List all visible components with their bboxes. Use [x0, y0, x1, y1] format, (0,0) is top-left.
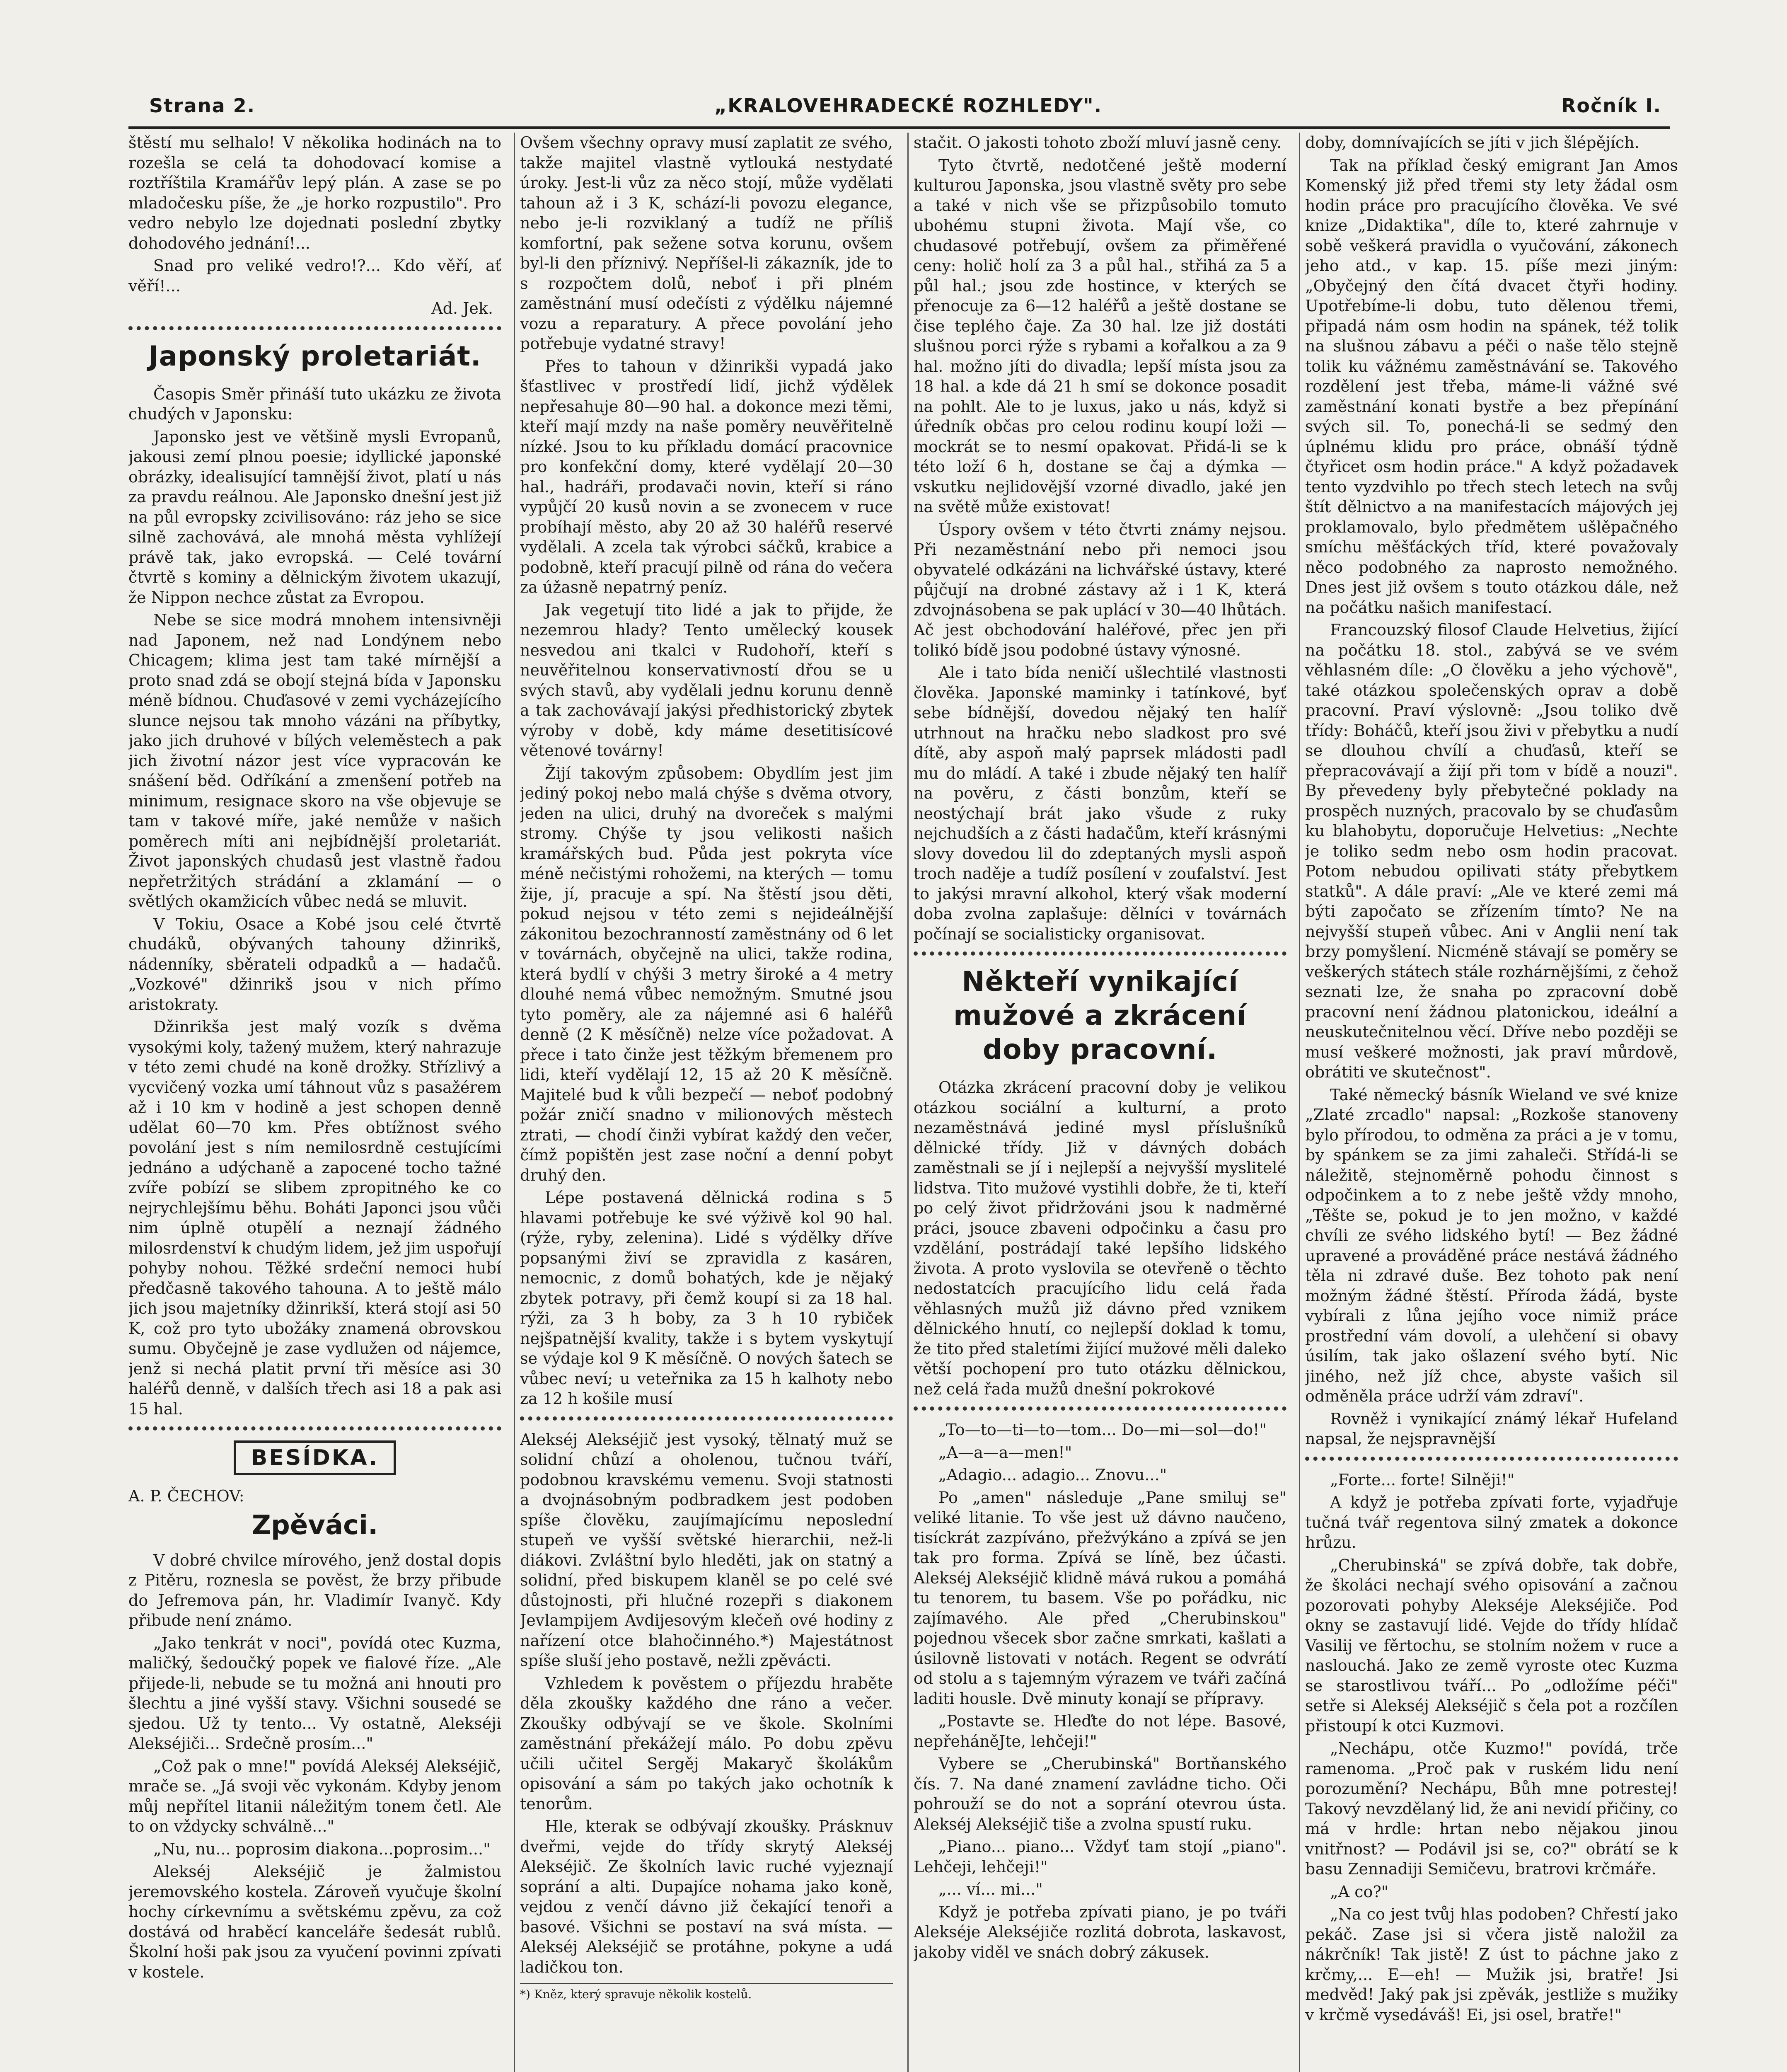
separator	[520, 1416, 893, 1421]
article-title-japan: Japonský proletariát.	[148, 340, 481, 372]
story-paragraph: „Adagio... adagio... Znovu..."	[938, 1466, 1167, 1484]
paragraph: Přes to tahoun v džinrikši vypadá jako šťastlivec v prostředí lidí, jichž výdělek nepřesahuje 80—90 hal. a dokonce mezi těmi, kteří mají mzdy na naše poměry neuvěřitelně nízké. Jsou to ku příkladu domácí pracovnice pro konfekční domy, které vydělají 20—30 hal., hadráři, prodavači novin, kteří si ráno vypůjčí 20 kusů novin a se zvonecem v ruce probíhají město, aby 20 až 30 haléřů reservé vydělali. A zcela tak výrobci sáčků, krabice a podobně, kteří pracují pilně od rána do večera za úžasně nepatrný peníz.	[520, 357, 893, 596]
story-author: A. P. ČECHOV:	[128, 1487, 244, 1505]
story-paragraph: Když je potřeba zpívati piano, je po tváři Alekséje Alekséjiče rozlitá dobrota, laskavost, jakoby viděl ve snách dobrý zákusek.	[914, 1903, 1286, 1961]
volume-number: Ročník I.	[1561, 94, 1661, 117]
column-rule	[514, 133, 515, 2072]
section-besidka: BESÍDKA.	[234, 1440, 396, 1475]
story-paragraph: V dobré chvilce mírového, jenž dostal dopis z Pitěru, roznesla se pověst, že brzy přibude do Jefremova pán, hr. Vladimír Ivanyč. Kdy přibude není známo.	[128, 1551, 501, 1629]
story-paragraph: „Cherubinská" se zpívá dobře, tak dobře, že školáci nechají svého opisování a začnou pozorovati pohyby Alekséje Alekséjiče. Pod okny se zastavují lidé. Vejde do třídy hlídač Vasilij ve fěrtochu, se stolním nožem v ruce a naslouchá. Jako ze země vyroste otec Kuzma se starostlivou tváří... Po „odložíme péči" setře si Alekséj Alekséjič s čela pot a rozčílen přistoupí k otci Kuzmovi.	[1305, 1556, 1678, 1735]
paragraph: Nebe se sice modrá mnohem intensivněji nad Japonem, než nad Londýnem nebo Chicagem; klima jest tam také mírnější a proto snad zdá se obojí stejná bída v Japonsku méně bídnou. Chuďasové v zemi vycházejícího slunce nejsou tak mnoho vázáni na příbytky, jako jich druhové v bílých veleměstech a pak jich životní názor jest více vypracován ke snášení běd. Odříkání a zmenšení potřeb na minimum, resignace skoro na vše objevuje se tam v takové míře, jaké nemůže v našich poměrech míti ani nejbídnější proletariát. Život japonských chudasů jest vlastně řadou nepřetržitých strádání a zklamání — o světlých okamžicích vůbec nedá se mluvit.	[128, 611, 501, 910]
story-paragraph: „Nechápu, otče Kuzmo!" povídá, trče ramenoma. „Proč pak v ruském lidu není porozumění? Nechápu, Bůh mne potrestej! Takový nevzdělaný lid, že ani nevidí přičiny, co má v hrdle: hrtan nebo nějakou jinou vnitřnost? — Podávil jsi se, co?" obrátí se k basu Zennadiji Semičevu, bratrovi krčmáře.	[1305, 1739, 1678, 1878]
column-rule	[1299, 133, 1300, 2072]
paragraph: Tyto čtvrtě, nedotčené ještě moderní kulturou Japonska, jsou vlastně světy pro sebe a také v nich vše se přizpůsobilo tomuto ubohému stupni života. Mají vše, co chudasové potřebují, ovšem za přiměřené ceny: holič holí za 3 a půl hal., střihá za 5 a půl hal.; jsou zde hostince, v kterých se přenocuje za 6—12 haléřů a ještě dostane se čise teplého čaje. Za 30 hal. lze již dostáti slušnou porci rýže s rybami a kořalkou a za 9 hal. možno jíti do divadla; lepší místa jsou za 18 hal. a kde dá 21 h smí se dokonce posadit na pohlt. Ale to je luxus, jako u nás, když si úředník občas pro celou rodinu koupí loži — mockrát se to nesmí opakovat. Přidá-li se k této loží 6 h, dostane se čaj a dýmka — vskutku nejlidovější vzorné divadlo, jaké jen na světě může existovat!	[914, 156, 1286, 516]
paragraph: Džinrikša jest malý vozík s dvěma vysokými koly, tažený mužem, který nahrazuje v této zemi chudé na koně drožky. Střízlivý a vycvičený vozka umí táhnout vůz s pasažérem až i 10 km v hodině a jest schopen denně udělat 60—70 km. Přes obtížnost svého povolání jest s ním nemilosrdně cestujícími jednáno a udýchaně a zapocené tocho tažné zvíře pobízí se slibem zpropitného ke co nejrychlejšímu běhu. Boháti Japonci jsou vůči nim úplně otupělí a neznají žádného milosrdenství k chudým lidem, jež jim uspořují pohyby nohou. Těžké srdeční nemoci hubí předčasně takového tahouna. A to ještě málo jich jsou majetníky džinrikší, která stojí asi 50 K, což pro tyto ubožáky znamená obrovskou sumu. Obyčejně je zase vydlužen od nájemce, jenž si nechá platit první tři měsíce asi 30 haléřů denně, v dalších třech asi 18 a pak asi 15 hal.	[128, 1018, 501, 1418]
col1-signature: Ad. Jek.	[431, 299, 493, 317]
column-rule	[907, 133, 909, 2072]
page-number: Strana 2.	[149, 94, 256, 117]
paragraph: Žijí takovým způsobem: Obydlím jest jim jediný pokoj nebo malá chýše s dvěma otvory, jeden na ulici, druhý na dvoreček s malými stromy. Chýše ty jsou velikosti našich kramářských bud. Půda jest pokryta více méně nečistými rohožemi, na kterých — tomu žije, jí, pracuje a spí. Na štěstí jsou děti, pokud nejsou v této zemi s nejideálnější zákonitou bezochranností zaměstnány od 6 let v továrnách, obyčejně na ulici, takže rodina, která bydlí v chýši 3 metry široké a 4 metry dlouhé nemá vůbec nemožným. Smutné jsou tyto poměry, ale za nájemné asi 6 haléřů denně (2 K měsíčně) nelze více požadovat. A přece i tato činže jest těžkým břemenem pro lidi, kteří vydělají 12, 15 až 20 K měsíčně. Majitelé bud k vůli bezpečí — neboť podobný požár zničí snadno v milionových městech ztrati, — chodí činži vybírat každý den večer, čímž popištěn jest zase noční a denní pobyt druhý den.	[520, 764, 893, 1184]
column-4	[1305, 133, 1678, 2027]
column-2	[520, 133, 893, 2002]
story-title: Zpěváci.	[251, 1510, 378, 1541]
story-paragraph: „To—to—ti—to—tom... Do—mi—sol—do!"	[938, 1421, 1267, 1439]
separator	[914, 951, 1286, 956]
story-paragraph: „A co?"	[1330, 1882, 1389, 1901]
separator	[128, 326, 501, 330]
story-paragraph: Alekséj Alekséjič je žalmistou jeremovského kostela. Zároveň vyučuje školní hochy církevnímu a světskému zpěvu, za což dostává od hraběcí kanceláře šedesát rublů. Školní hoši pak jsou za vyučení povinni zpívati v kostele.	[128, 1862, 501, 1981]
story-paragraph: „Což pak o mne!" povídá Alekséj Alekséjič, mrače se. „Já svoji věc vykonám. Kdyby jenom můj nepřítel litanii náležitým tonem četl. Ale to on vždycky schválně..."	[128, 1757, 501, 1835]
paragraph: Francouzský filosof Claude Helvetius, žijící na počátku 18. stol., zabývá se ve svém věhlasném díle: „O člověku a jeho výchově", také otázkou společenských oprav a době pracovní. Praví výslovně: „Jsou toliko dvě třídy: Boháčů, kteří jsou živi v přebytku a nudí se dlouhou chvílí a chuďasů, kteří se přepracovávají a žijí při tom v bídě a nouzi". By převedeny byly přebytečné poklady na prospěch nuzných, pracovalo by se chuďasům ku blahobytu, doporučuje Helvetius: „Nechte je toliko sedm nebo osm hodin pracovat. Potom nebudou opilivati státy přebytkem statků". A dále praví: „Ale ve které zemi má býti započato se zřízením tímto? Ne na nejvyšší stupeň vůbec. Ani v Anglii není tak brzy pomyšlení. Nicméně stávají se poměry se veškerých státech stále rozhárnějšími, z čehož seznati lze, že snaha po zpracovní době pracovní není žádnou platonickou, ideální a neuskutečnitelnou věcí. Dříve nebo později se musí veškeré možnosti, jak praví můrdově, obrátiti ve skutečnost".	[1305, 621, 1678, 1081]
masthead	[149, 87, 1661, 124]
paragraph: Otázka zkrácení pracovní doby je velikou otázkou sociální a kulturní, a proto nezaměstnává jediné mysl příslušníků dělnické třídy. Již v dávných dobách zaměstnali se jí i nejlepší a nejvyšší myslitelé lidstva. Tito mužové vystihli dobře, že ti, kteří po celý život přidržováni jsou k nadměrné práci, jsouce zbaveni odpočinku a času pro vzdělání, postrádají také lepšího lidského života. A proto vyslovila se otevřeně o těchto nedostatcích pracujícího lidu celá řada věhlasných mužů již dávno před vznikem dělnického hnutí, co nejlepší doklad k tomu, že tito před staletími žijící mužové měli daleko větší pochopení pro tuto otázku dělnickou, než celá řada mužů dnešní pokrokové	[914, 1078, 1286, 1398]
story-paragraph: „Nu, nu... poprosim diakona...poprosim..."	[153, 1840, 491, 1858]
story-paragraph: Vzhledem k pověstem o příjezdu hraběte děla zkoušky každého dne ráno a večer. Zkoušky odbývají se ve škole. Skolními zaměstnání překážejí málo. Po dobu zpěvu učili učitel Sergěj Makaryč školákům opisování a sám po takých jako ochotník k tenorům.	[520, 1674, 893, 1813]
paragraph: Ovšem všechny opravy musí zaplatit ze svého, takže majitel vlastně vytlouká nestydaté úroky. Jest-li vůz za něco stojí, může vydělati tahoun až i 3 K, schází-li povozu elegance, nebo je-li rozviklaný a tudíž ne příliš komfortní, pak sežene sotva korunu, ovšem byl-li den příznivý. Nepříšel-li zákazník, jde to s rozpočtem dolů, neboť i při plném zaměstnání musí odečísti z výdělku nájemné vozu a reparatury. A přece povolání jeho potřebuje vydatné stravy!	[520, 133, 893, 353]
separator	[128, 1426, 501, 1431]
paragraph: Rovněž i vynikající známý lékař Hufeland napsal, že nejspravnější	[1305, 1409, 1678, 1448]
story-paragraph: „Na co jest tvůj hlas podoben? Chřestí jako pekáč. Zase jsi si včera jistě naložil za nákrčník! Tak jistě! Z úst to páchne jako z krčmy,... E—eh! — Mužik jsi, bratře! Jsi medvěd! Jaký pak jsi zpěvák, jestliže s mužiky v krčmě vysedáváš! Ei, jsi osel, bratře!"	[1305, 1905, 1678, 2024]
paragraph: Také německý básník Wieland ve své knize „Zlaté zrcadlo" napsal: „Rozkoše stanoveny bylo přírodou, to odměna za práci a je v tomu, by spánkem se za jimi zahaleči. Střídá-li se náležitě, stejnoměrně pohodu činnost s odpočinkem a to z nebe ještě vždy mnoho, „Těšte se, pokud je to jen možno, v každé chvíli ze svého lidského bytí! — Bez žádné upravené a prováděné práce nestává žádného těla ni zdravé duše. Bez tohoto pak není možným žádné štěstí. Příroda žádá, byste vybírali z lůna jejího voce nimiž práce prostřední vám dovolí, a ulehčení si obavy úsilím, tak jako ošlazení svého bytí. Nic jiného, než jíž chce, abyste vašich sil odměněla práce udrží vám zdraví".	[1305, 1085, 1678, 1405]
paragraph: Lépe postavená dělnická rodina s 5 hlavami potřebuje ke své výživě kol 90 hal. (rýže, ryby, zelenina). Lidé s výdělky dříve popsanými živí se zpravidla z kasáren, nemocnic, z domů bohatých, kde je nějaký zbytek potravy, při čemž koupí si za 18 hal. rýži, za 3 h boby, za 3 h 10 rybiček nejšpatnější kvality, takže i s bytem vyskytují se výdaje kol 9 K měsíčně. O nových šatech se vůbec neví; u veteřnika za 15 h kalhoty nebo za 12 h košile musí	[520, 1188, 893, 1408]
column-3	[914, 133, 1286, 1965]
story-paragraph: „Piano... piano... Vždyť tam stojí „piano". Lehčeji, lehčeji!"	[914, 1837, 1286, 1876]
story-paragraph: „Forte... forte! Silněji!"	[1330, 1470, 1515, 1489]
paragraph: Jak vegetují tito lidé a jak to přijde, že nezemrou hlady? Tento umělecký kousek nesvedou ani tkalci v Rudohoří, kteří s neuvěřitelnou konservativností dřou se u svých stavů, aby vydělali jednu korunu denně a tak zachovávají jakýsi předhistorický zbytek výroby v době, kdy máme desetitisícové větenové továrny!	[520, 600, 893, 760]
paragraph: stačit. O jakosti tohoto zboží mluví jasně ceny.	[914, 133, 1282, 152]
col1-question: Snad pro veliké vedro!?... Kdo věří, ať věří!...	[128, 257, 501, 295]
col1-intro: štěstí mu selhalo! V několika hodinách na to rozešla se celá ta dohodovací komise a roztříštila Kramářův lepý plán. A zase se po mladočesku píše, že „je horko rozpustilo". Pro vedro nebylo lze dojednati poslední zbytky dohodového jednání!...	[128, 133, 501, 252]
story-paragraph: Vybere se „Cherubinská" Bortňanského čís. 7. Na dané znamení zavládne ticho. Oči pohrouží se do not a soprání otevrou ústa. Alekséj Alekséjič tiše a zvolna spustí ruku.	[914, 1755, 1286, 1833]
paragraph: Časopis Směr přináší tuto ukázku ze života chudých v Japonsku:	[128, 385, 501, 423]
story-paragraph: Alekséj Alekséjič jest vysoký, tělnatý muž se solidní chůzí a oholenou, tučnou tváří, podobnou kravskému vemenu. Svoji statnosti a dvojnásobným podbradkem jest podoben spíše člověku, zaujímajícímu neposlední stupeň ve vyšší světské hierarchii, než-li diákovi. Zvláštní bylo hleděti, jak on statný a solidní, před biskupem klaněl se po celé své důstojnosti, při hlučné rozepři s diakonem Jevlampijem Avdijesovým klečeň ové hodiny z nařízení otce blahočinného.*) Majestátnost spíše sluší jeho postavě, nežli zpěvácti.	[520, 1430, 893, 1670]
article-title-work-hours: Někteří vynikající mužové a zkrácení doby pracovní.	[953, 966, 1247, 1065]
paragraph: doby, domnívajících se jíti v jich šlépějích.	[1305, 133, 1639, 152]
story-paragraph: A když je potřeba zpívati forte, vyjadřuje tučná tvář regentova silný zmatek a dokonce hrůzu.	[1305, 1493, 1678, 1552]
story-paragraph: Hle, kterak se odbývají zkoušky. Prásknuv dveřmi, vejde do třídy skrytý Alekséj Alekséjič. Ze školních lavic ruché vyjeznají soprání a alti. Dupajíce nohama jako koně, vejdou z venčí dávno již čekající tenoři a basové. Všichni se postaví na svá místa. — Alekséj Alekséjič se protáhne, pokyne a udá ladičkou ton.	[520, 1817, 893, 1976]
story-paragraph: „Postavte se. Hleďte do not lépe. Basové, nepřeháněJte, lehčeji!"	[914, 1712, 1286, 1750]
masthead-rule	[128, 126, 1670, 129]
story-paragraph: Po „amen" následuje „Pane smiluj se" veliké litanie. To vše jest už dávno naučeno, tisíckrát zazpíváno, přežvýkáno a zpívá se jen tak pro forma. Zpívá se líně, bez účasti. Alekséj Alekséjič klidně mává rukou a pomáhá tu tenorem, tu basem. Vše po pořádku, nic zajímavého. Ale před „Cherubinskou" pojednou všecek sbor začne smrkati, kašlati a úsilovně listovati v notách. Regent se odvrátí od stolu a s tajemným výrazem ve tváři začíná laditi housle. Dvě minuty konají se přípravy.	[914, 1488, 1286, 1708]
newspaper-title: „KRALOVEHRADECKÉ ROZHLEDY".	[714, 94, 1103, 117]
paragraph: Tak na příklad český emigrant Jan Amos Komenský již před třemi sty lety žádal osm hodin práce pro pracujícího člověka. Ve své knize „Didaktika", díle to, které zahrnuje v sobě veškerá pravidla o vyučování, zákonech jeho atd., v kap. 15. píše mezi jiným: „Obyčejný den čítá dvacet čtyři hodiny. Upotřebíme-li dobu, tuto dělenou třemi, připadá nám osm hodin na spánek, též tolik na slušnou zábavu a péči o naše tělo stejně tolik ku vážnému zaměstnávání se. Takového rozdělení jest třeba, máme-li vážné své zaměstnání konati bystře a bez přepínání svých sil. To, ponechá-li se sedmý den úplnému klidu pro práce, obnáší týdně čtyřicet osm hodin práce." A když požadavek tento vyzdvihlo po třech stech letech na svůj štít dělnictvo a na manifestacích májových jej proklamovalo, bylo předmětem ušlěpačného smíchu měšťáckých tříd, které považovaly něco podobného za naprosto nemožného. Dnes jest již ovšem s touto otázkou dále, než na počátku našich manifestací.	[1305, 156, 1678, 617]
paragraph: V Tokiu, Osace a Kobé jsou celé čtvrtě chudáků, obývaných tahouny džinrikš, nádenníky, sběrateli odpadků a — hadačů. „Vozkové" džinrikš jsou v nich přímo aristokraty.	[128, 915, 501, 1014]
separator	[914, 1406, 1286, 1411]
story-paragraph: „A—a—a—men!"	[938, 1443, 1072, 1462]
story-paragraph: „... ví... mi..."	[938, 1880, 1043, 1898]
column-1	[128, 133, 501, 1985]
story-paragraph: „Jako tenkrát v noci", povídá otec Kuzma, maličký, šedoučký popek ve fialové říze. „Ale přijede-li, nebude se tu možná ani hnouti pro šlechtu a jiné vyšší stavy. Všichni sousedé se sjedou. Už ty tento... Vy ostatně, Alekséji Alekséjiči... Srdečně prosím..."	[128, 1634, 501, 1752]
paragraph: Úspory ovšem v této čtvrti známy nejsou. Při nezaměstnání nebo při nemoci jsou obyvatelé odkázáni na lichvářské ústavy, které půjčují na drobné zástavy až i 1 K, která zdvojnásobena se pak uplácí v 30—40 lhůtách. Ač jest obchodování haléřové, přec jen při tolikó bídě jsou podobné ústavy výnosné.	[914, 520, 1286, 659]
footnote: *) Kněz, který spravuje několik kostelů.	[520, 1983, 893, 2002]
paragraph: Japonsko jest ve většině mysli Evropanů, jakousi zemí plnou poesie; idyllické japonské obrázky, idealisující tamnější život, platí u nás za pravdu reálnou. Ale Japonsko dnešní jest již na půl evropsky zcivilisováno: ráz jeho se sice silně zachovává, ale mnohá města vyhlížejí právě tak, jako evropská. — Celé tovární čtvrtě s kominy a dělnickým životem ukazují, že Nippon nechce zůstat za Evropou.	[128, 427, 501, 607]
separator	[1305, 1457, 1678, 1461]
paragraph: Ale i tato bída neničí ušlechtilé vlastnosti člověka. Japonské maminky i tatínkové, byť sebe bídnější, dovedou nějaký ten halíř utrhnout na hračku nebo sladkost pro své dítě, aby aspoň malý paprsek mládosti padl mu do mládí. A také i zbude nějaký ten halíř na pověru, z části bonzům, kteří se neostýchají brát jako všude z ruky nejchudších a z části hadačům, kteří krásnými slovy dovedou lil do zdeptaných mysli aspoň troch naděje a tudíž posílení v zoufalství. Jest to jakýsi mravní alkohol, který však moderní doba zvolna zaplašuje: dělníci v továrnách počínají se socialisticky organisovat.	[914, 663, 1286, 943]
